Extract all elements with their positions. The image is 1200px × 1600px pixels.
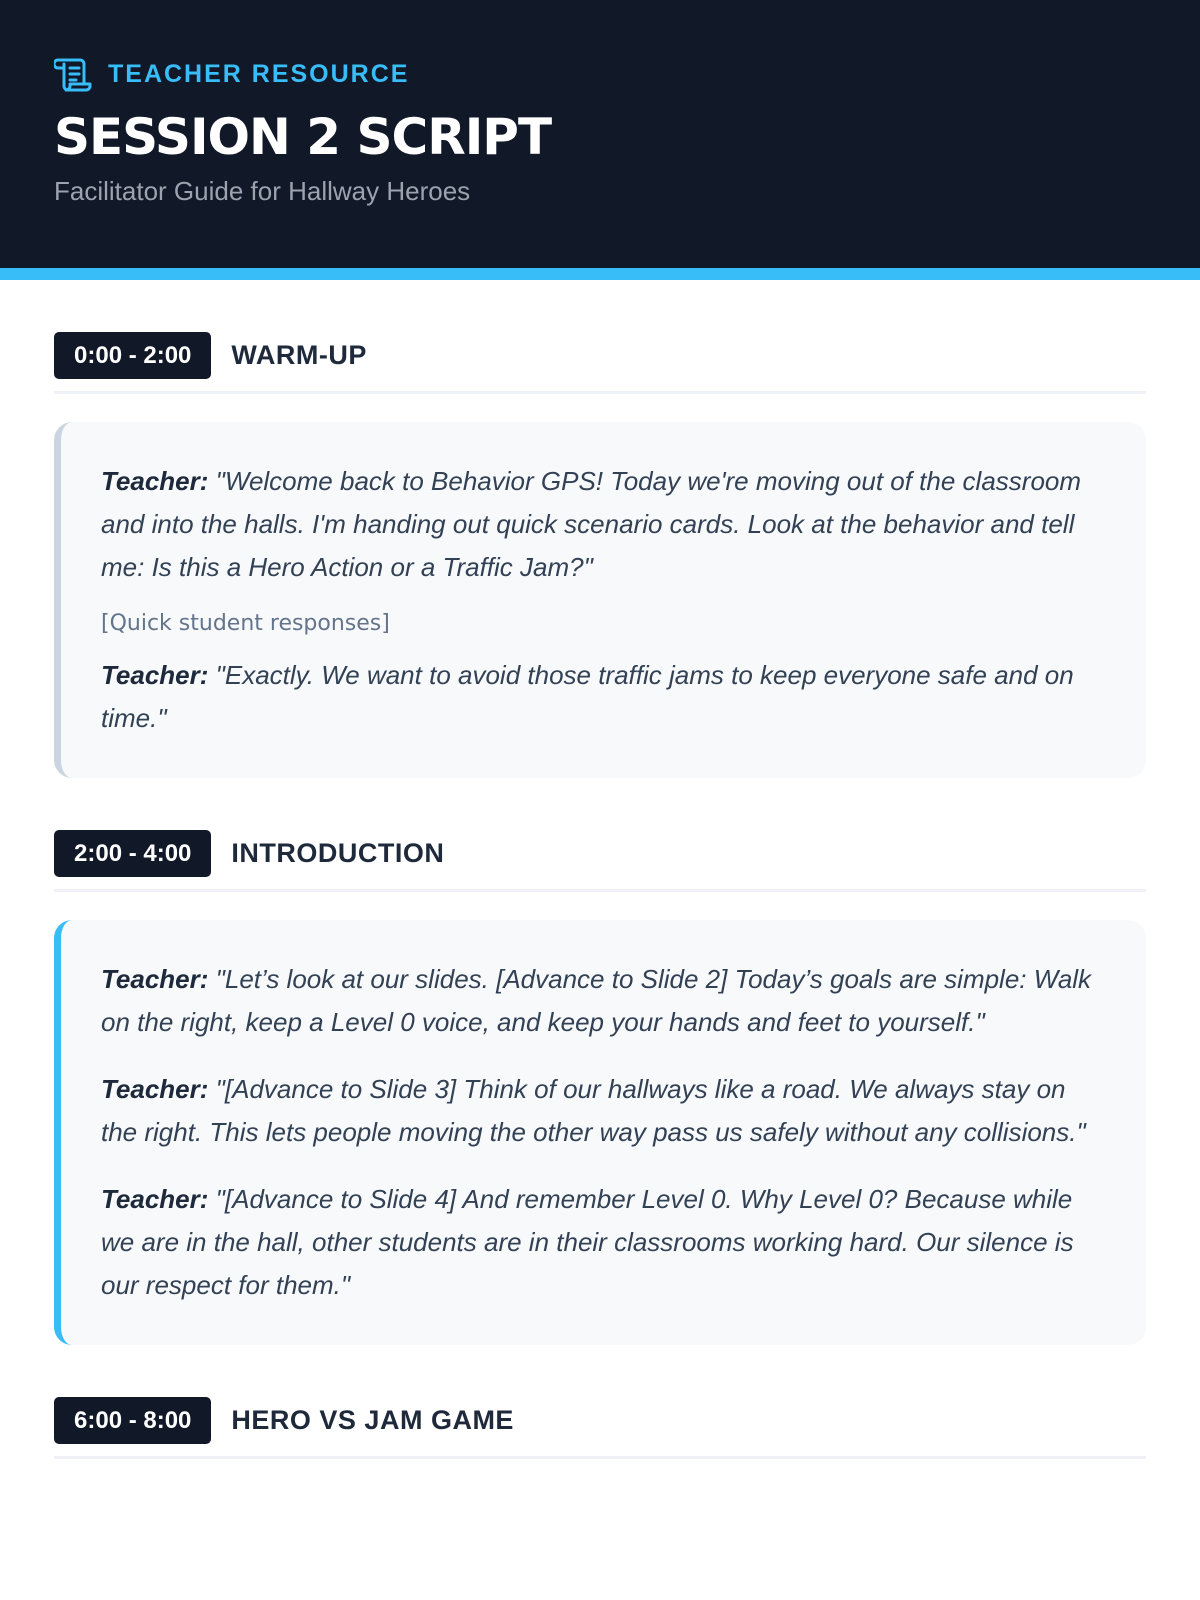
script-card-introduction	[54, 920, 1146, 1345]
script-line	[101, 958, 1106, 1044]
section-title: INTRODUCTION	[231, 838, 445, 868]
section-title: HERO VS JAM GAME	[231, 1405, 514, 1435]
section-header-warm-up	[54, 332, 1146, 394]
script-line	[101, 1068, 1106, 1154]
script-scroll-icon	[54, 56, 92, 92]
resource-kicker	[54, 56, 409, 92]
script-content	[0, 280, 1200, 1459]
page-subtitle: Facilitator Guide for Hallway Heroes	[54, 176, 471, 206]
section-title: WARM-UP	[231, 340, 367, 370]
speaker-label: Teacher:	[101, 660, 209, 690]
dialogue-text: "[Advance to Slide 3] Think of our hallways like a road. We always stay on the right. This lets people moving the other way pass us safely without any collisions."	[101, 1074, 1086, 1147]
dialogue-text: "Welcome back to Behavior GPS! Today we're moving out of the classroom and into the halls. I'm handing out quick scenario cards. Look at the behavior and tell me: Is this a Hero Action or a Traffic Jam?"	[101, 466, 1082, 582]
speaker-label: Teacher:	[101, 964, 209, 994]
dialogue-text: "Exactly. We want to avoid those traffic jams to keep everyone safe and on time."	[101, 660, 1074, 733]
time-badge: 2:00 - 4:00	[54, 830, 211, 877]
time-badge: 0:00 - 2:00	[54, 332, 211, 379]
speaker-label: Teacher:	[101, 1184, 209, 1214]
script-card-warm-up	[54, 422, 1146, 778]
script-line	[101, 460, 1106, 589]
kicker-label: TEACHER RESOURCE	[108, 59, 410, 88]
section-header-introduction	[54, 830, 1146, 892]
speaker-label: Teacher:	[101, 1074, 209, 1104]
page-title: SESSION 2 SCRIPT	[54, 108, 552, 166]
time-badge: 6:00 - 8:00	[54, 1397, 211, 1444]
script-line	[101, 654, 1106, 740]
section-header-hero-vs-jam	[54, 1397, 1146, 1459]
page-header	[0, 0, 1200, 280]
speaker-label: Teacher:	[101, 466, 209, 496]
dialogue-text: "[Advance to Slide 4] And remember Level 0. Why Level 0? Because while we are in the hall, other students are in their classrooms working hard. Our silence is our respect for them."	[101, 1184, 1074, 1300]
dialogue-text: "Let’s look at our slides. [Advance to Slide 2] Today’s goals are simple: Walk on the right, keep a Level 0 voice, and keep your hands and feet to yourself."	[101, 964, 1092, 1037]
stage-direction: [Quick student responses]	[101, 611, 390, 636]
script-line	[101, 1178, 1106, 1307]
